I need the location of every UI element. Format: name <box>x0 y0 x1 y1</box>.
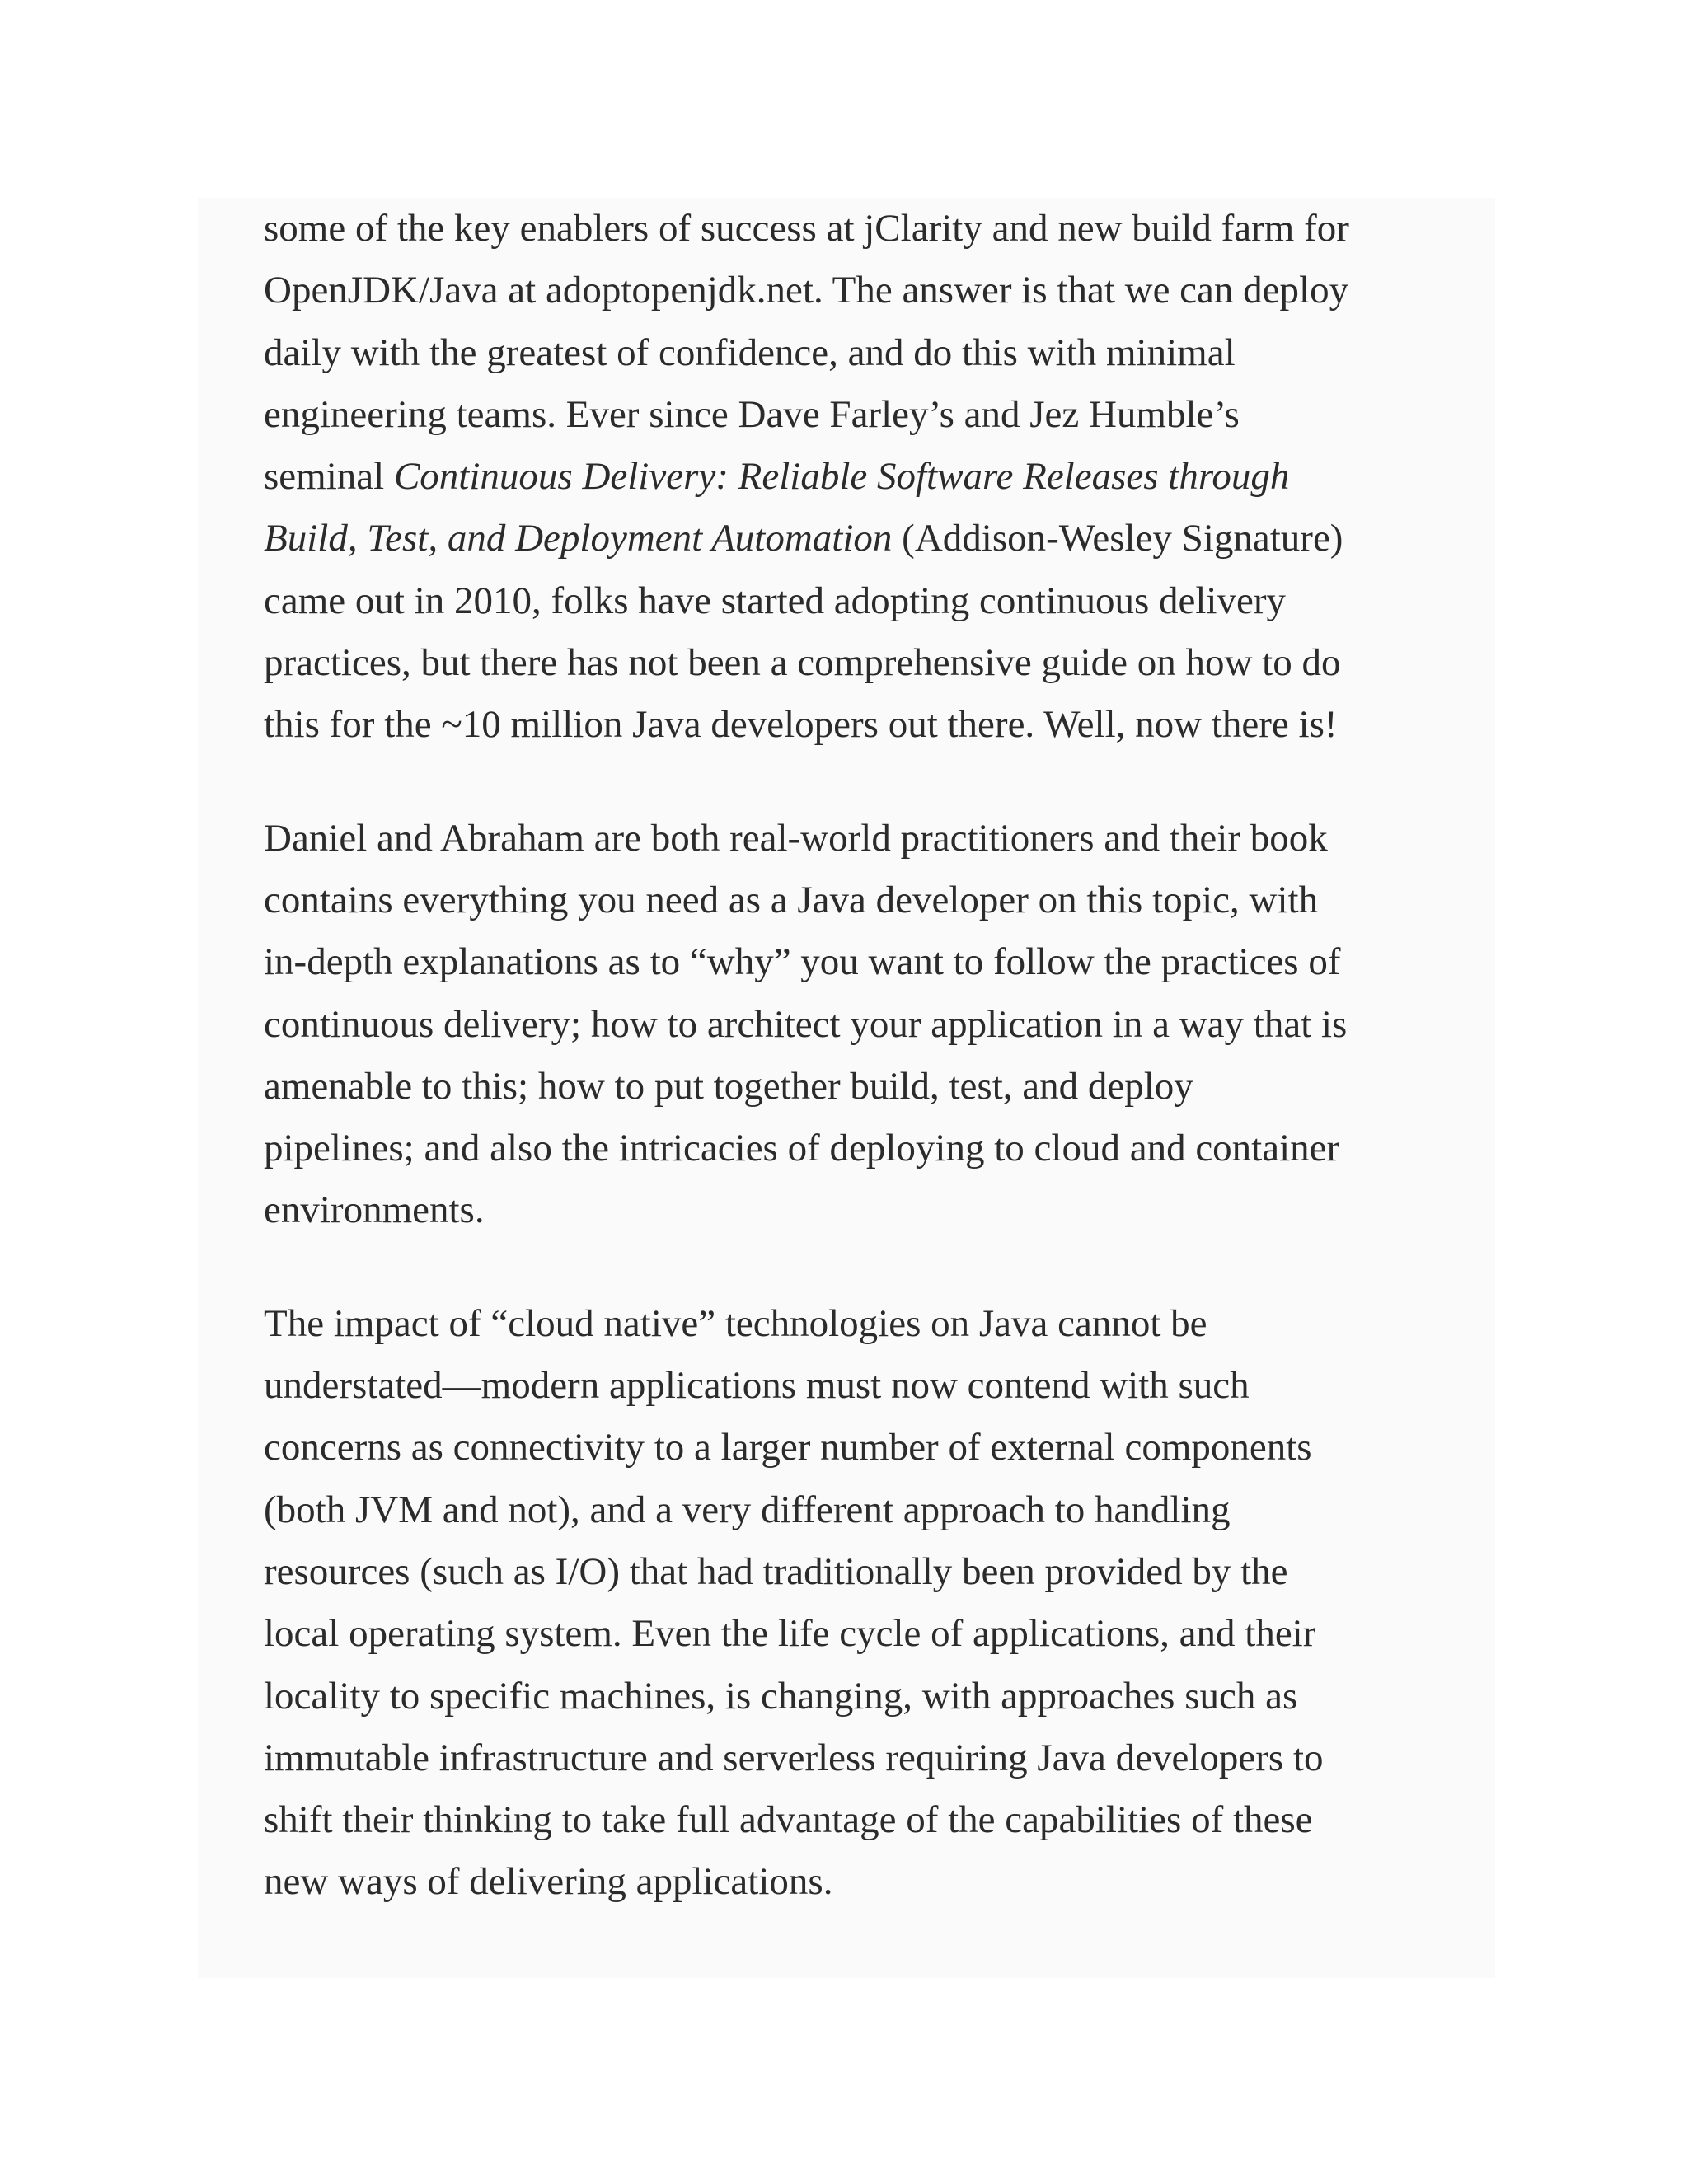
text-line: practices, but there has not been a comprehensive guide on how to do <box>264 641 1341 685</box>
text-line: OpenJDK/Java at adoptopenjdk.net. The answer is that we can deploy <box>264 269 1349 312</box>
text-line: locality to specific machines, is changing, with approaches such as <box>264 1674 1298 1718</box>
text-fragment: seminal <box>264 455 394 499</box>
book-title: Continuous Delivery: Reliable Software Releases through <box>393 455 1290 499</box>
text-line: came out in 2010, folks have started adopting continuous delivery <box>264 579 1286 622</box>
text-line: (both JVM and not), and a very different approach to handling <box>264 1488 1231 1531</box>
text-line <box>264 446 1451 508</box>
text-line: environments. <box>264 1188 485 1232</box>
paragraph-3 <box>264 1293 1451 1914</box>
paragraph-2 <box>264 808 1451 1242</box>
text-line: new ways of delivering applications. <box>264 1860 833 1904</box>
text-line: engineering teams. Ever since Dave Farley’s and Jez Humble’s <box>264 392 1240 436</box>
text-line: pipelines; and also the intricacies of deploying to cloud and container <box>264 1127 1340 1170</box>
text-line: local operating system. Even the life cycle of applications, and their <box>264 1612 1316 1656</box>
text-line: contains everything you need as a Java developer on this topic, with <box>264 878 1319 921</box>
text-line: resources (such as I/O) that had traditionally been provided by the <box>264 1549 1288 1593</box>
text-fragment: (Addison-Wesley Signature) <box>892 517 1343 560</box>
text-line: Daniel and Abraham are both real-world practitioners and their book <box>264 816 1328 860</box>
text-line: some of the key enablers of success at jClarity and new build farm for <box>264 207 1349 250</box>
body-text <box>264 198 1451 1914</box>
text-line: this for the ~10 million Java developers out there. Well, now there is! <box>264 703 1338 747</box>
text-line: continuous delivery; how to architect your application in a way that is <box>264 1002 1348 1046</box>
text-line: understated—modern applications must now contend with such <box>264 1364 1250 1408</box>
content-panel <box>198 198 1495 1978</box>
text-line: immutable infrastructure and serverless requiring Java developers to <box>264 1736 1324 1779</box>
text-line <box>264 508 1451 569</box>
text-line: daily with the greatest of confidence, and do this with minimal <box>264 330 1236 374</box>
paragraph-1 <box>264 198 1451 757</box>
text-line: concerns as connectivity to a larger number of external components <box>264 1426 1312 1469</box>
text-line: The impact of “cloud native” technologies on Java cannot be <box>264 1301 1207 1345</box>
book-title: Build, Test, and Deployment Automation <box>264 517 893 560</box>
text-line: in-depth explanations as to “why” you want to follow the practices of <box>264 940 1341 984</box>
text-line: shift their thinking to take full advantage of the capabilities of these <box>264 1798 1313 1842</box>
text-line: amenable to this; how to put together build, test, and deploy <box>264 1064 1193 1108</box>
